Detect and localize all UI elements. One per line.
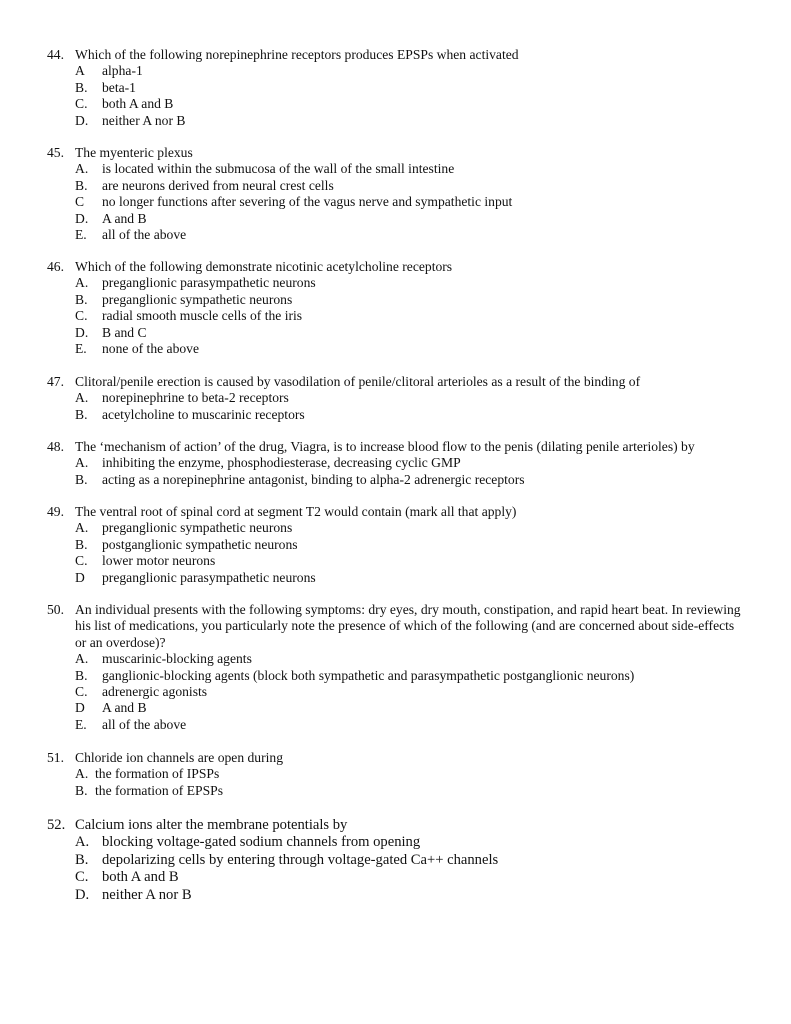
answer-option — [75, 455, 747, 471]
question-text: An individual presents with the following symptoms: dry eyes, dry mouth, constipation, and rapid heart beat. In reviewing his list of medications, you particularly note the presence of which of the following (and are concerned about side-effects or an overdose)? — [75, 602, 741, 650]
option-text: both A and B — [102, 869, 179, 886]
option-text: acting as a norepinephrine antagonist, binding to alpha-2 adrenergic receptors — [102, 471, 525, 487]
option-letter: D — [75, 700, 85, 716]
answer-option — [75, 161, 747, 177]
option-letter: B. — [75, 536, 88, 552]
option-letter: C. — [75, 684, 88, 700]
question-46 — [47, 259, 747, 357]
option-letter: D. — [75, 210, 89, 226]
question-51 — [47, 750, 747, 799]
option-letter: D. — [75, 886, 90, 903]
answer-option — [75, 869, 747, 886]
question-number: 50. — [47, 602, 64, 617]
option-letter: C — [75, 194, 85, 210]
option-text: norepinephrine to beta-2 receptors — [102, 390, 289, 406]
question-47 — [47, 374, 747, 423]
option-text: depolarizing cells by entering through voltage-gated Ca++ channels — [102, 851, 499, 868]
answer-option — [75, 651, 747, 667]
option-letter: A. — [75, 520, 89, 536]
answer-option — [75, 80, 747, 96]
question-number: 44. — [47, 47, 64, 62]
answer-option — [75, 178, 747, 194]
option-text: inhibiting the enzyme, phosphodiesterase, decreasing cyclic GMP — [102, 455, 461, 471]
option-text: blocking voltage-gated sodium channels from opening — [102, 834, 421, 851]
option-text: postganglionic sympathetic neurons — [102, 536, 298, 552]
answer-option — [75, 766, 747, 782]
option-letter: A. — [75, 455, 89, 471]
option-letter: A — [75, 63, 85, 79]
answer-option — [75, 211, 747, 227]
answer-option — [75, 96, 747, 112]
question-number: 48. — [47, 439, 64, 454]
option-text: B and C — [102, 324, 147, 340]
option-text: the formation of IPSPs — [95, 766, 220, 782]
question-text: The ventral root of spinal cord at segment T2 would contain (mark all that apply) — [75, 504, 517, 519]
option-letter: B. — [75, 471, 88, 487]
answer-option — [75, 227, 747, 243]
option-text: none of the above — [102, 341, 200, 357]
option-text: A and B — [102, 210, 147, 226]
option-text: are neurons derived from neural crest cells — [102, 177, 334, 193]
option-text: acetylcholine to muscarinic receptors — [102, 406, 305, 422]
answer-option — [75, 325, 747, 341]
answer-option — [75, 834, 747, 851]
option-letter: B. — [75, 291, 88, 307]
question-48 — [47, 439, 747, 488]
question-number: 49. — [47, 504, 64, 519]
option-letter: C. — [75, 96, 88, 112]
option-text: is located within the submucosa of the wall of the small intestine — [102, 161, 455, 177]
answer-option — [75, 852, 747, 869]
option-text: no longer functions after severing of the vagus nerve and sympathetic input — [102, 194, 513, 210]
question-text: Which of the following demonstrate nicotinic acetylcholine receptors — [75, 259, 453, 274]
answer-option — [75, 194, 747, 210]
question-number: 45. — [47, 145, 64, 160]
option-text: adrenergic agonists — [102, 684, 208, 700]
option-letter: E. — [75, 341, 87, 357]
question-text: The myenteric plexus — [75, 145, 193, 160]
question-text: Chloride ion channels are open during — [75, 750, 284, 765]
question-text: Calcium ions alter the membrane potentials by — [75, 817, 348, 833]
answer-option — [75, 887, 747, 904]
question-45 — [47, 145, 747, 243]
question-text: The ‘mechanism of action’ of the drug, Viagra, is to increase blood flow to the penis (dilating penile arterioles) by — [75, 439, 695, 454]
option-letter: A. — [75, 651, 89, 667]
option-text: preganglionic parasympathetic neurons — [102, 275, 316, 291]
answer-option — [75, 390, 747, 406]
option-text: all of the above — [102, 227, 187, 243]
answer-option — [75, 783, 747, 799]
option-letter: E. — [75, 227, 87, 243]
answer-option — [75, 553, 747, 569]
option-text: lower motor neurons — [102, 553, 216, 569]
option-text: neither A nor B — [102, 886, 192, 903]
option-text: beta-1 — [102, 79, 136, 95]
option-letter: B. — [75, 782, 88, 798]
question-52 — [47, 817, 747, 904]
option-letter: D. — [75, 112, 89, 128]
answer-option — [75, 341, 747, 357]
answer-option — [75, 275, 747, 291]
question-text: Clitoral/penile erection is caused by vasodilation of penile/clitoral arterioles as a result of the binding of — [75, 374, 641, 389]
option-text: ganglionic-blocking agents (block both sympathetic and parasympathetic postganglionic neurons) — [102, 667, 635, 683]
option-text: all of the above — [102, 716, 187, 732]
answer-option — [75, 668, 747, 684]
question-number: 52. — [47, 817, 66, 833]
option-letter: B. — [75, 177, 88, 193]
answer-option — [75, 292, 747, 308]
answer-option — [75, 717, 747, 733]
question-number: 47. — [47, 374, 64, 389]
option-text: preganglionic parasympathetic neurons — [102, 569, 316, 585]
answer-option — [75, 113, 747, 129]
question-50 — [47, 602, 747, 733]
option-letter: B. — [75, 79, 88, 95]
option-letter: E. — [75, 716, 87, 732]
option-letter: C. — [75, 308, 88, 324]
question-number: 46. — [47, 259, 64, 274]
option-letter: C. — [75, 869, 89, 886]
option-letter: A. — [75, 275, 89, 291]
option-text: alpha-1 — [102, 63, 143, 79]
answer-option — [75, 700, 747, 716]
answer-option — [75, 63, 747, 79]
question-number: 51. — [47, 750, 64, 765]
option-text: muscarinic-blocking agents — [102, 651, 252, 667]
answer-option — [75, 472, 747, 488]
option-letter: D. — [75, 324, 89, 340]
option-text: both A and B — [102, 96, 174, 112]
answer-option — [75, 308, 747, 324]
option-letter: A. — [75, 834, 90, 851]
option-text: the formation of EPSPs — [95, 782, 224, 798]
option-text: preganglionic sympathetic neurons — [102, 291, 293, 307]
option-letter: A. — [75, 390, 89, 406]
answer-option — [75, 684, 747, 700]
answer-option — [75, 520, 747, 536]
answer-option — [75, 570, 747, 586]
option-letter: B. — [75, 667, 88, 683]
option-letter: D — [75, 569, 85, 585]
question-text: Which of the following norepinephrine receptors produces EPSPs when activated — [75, 47, 519, 62]
option-letter: B. — [75, 851, 89, 868]
question-49 — [47, 504, 747, 586]
option-text: A and B — [102, 700, 147, 716]
option-letter: A. — [75, 161, 89, 177]
option-letter: B. — [75, 406, 88, 422]
answer-option — [75, 407, 747, 423]
option-letter: A. — [75, 766, 89, 782]
answer-option — [75, 537, 747, 553]
option-text: neither A nor B — [102, 112, 186, 128]
option-letter: C. — [75, 553, 88, 569]
option-text: radial smooth muscle cells of the iris — [102, 308, 303, 324]
option-text: preganglionic sympathetic neurons — [102, 520, 293, 536]
question-44 — [47, 47, 747, 129]
